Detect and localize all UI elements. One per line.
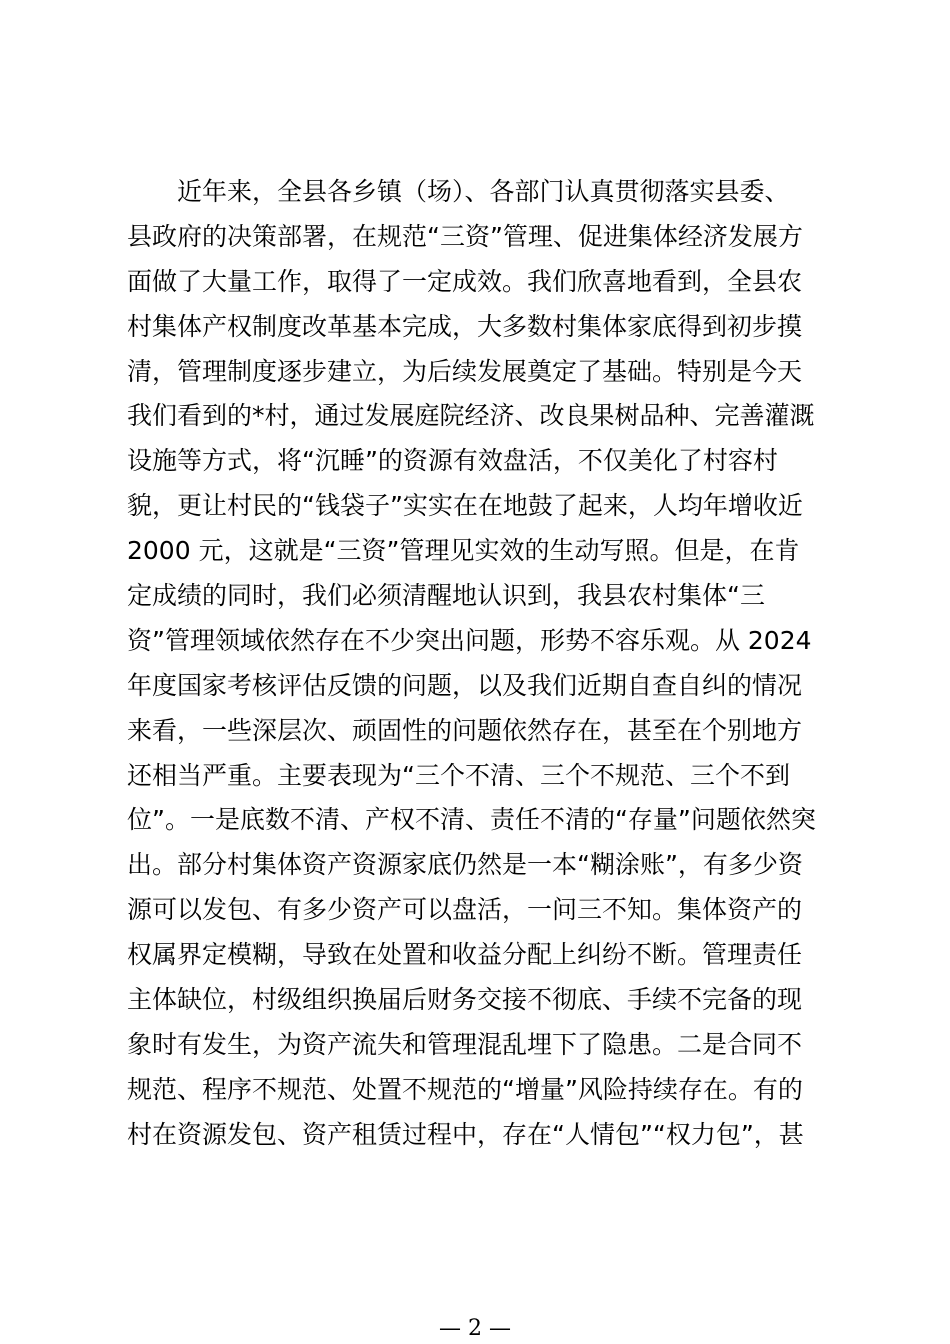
text-line: 村在资源发包、资产租赁过程中，存在“人情包”“权力包”，甚: [127, 1119, 804, 1149]
text-line: 主体缺位，村级组织换届后财务交接不彻底、手续不完备的现: [127, 985, 803, 1015]
page-number: — 2 —: [439, 1316, 511, 1341]
text-line: 我们看到的*村，通过发展庭院经济、改良果树品种、完善灌溉: [127, 401, 815, 431]
text-line: 2000 元，这就是“三资”管理见实效的生动写照。但是，在肯: [127, 536, 800, 566]
text-line: 权属界定模糊，导致在处置和收益分配上纠纷不断。管理责任: [127, 940, 803, 970]
text-line: 设施等方式，将“沉睡”的资源有效盘活，不仅美化了村容村: [127, 446, 778, 476]
body-paragraph: [127, 170, 837, 1158]
text-line: 貌，更让村民的“钱袋子”实实在在地鼓了起来，人均年增收近: [127, 491, 803, 521]
text-line: 源可以发包、有多少资产可以盘活，一问三不知。集体资产的: [127, 895, 803, 925]
text-line: 村集体产权制度改革基本完成，大多数村集体家底得到初步摸: [127, 311, 803, 341]
text-line: 象时有发生，为资产流失和管理混乱埋下了隐患。二是合同不: [127, 1029, 803, 1059]
text-line: 清，管理制度逐步建立，为后续发展奠定了基础。特别是今天: [127, 356, 803, 386]
text-line: 还相当严重。主要表现为“三个不清、三个不规范、三个不到: [127, 760, 790, 790]
text-line: 位”。一是底数不清、产权不清、责任不清的“存量”问题依然突: [127, 805, 816, 835]
text-line: 规范、程序不规范、处置不规范的“增量”风险持续存在。有的: [127, 1074, 803, 1104]
text-line: 年度国家考核评估反馈的问题，以及我们近期自查自纠的情况: [127, 670, 803, 700]
text-line: 资”管理领域依然存在不少突出问题，形势不容乐观。从 2024: [127, 625, 812, 655]
text-line: 县政府的决策部署，在规范“三资”管理、促进集体经济发展方: [127, 221, 803, 251]
text-line: 来看，一些深层次、顽固性的问题依然存在，甚至在个别地方: [127, 715, 803, 745]
text-line: 面做了大量工作，取得了一定成效。我们欣喜地看到，全县农: [127, 266, 803, 296]
text-line: 出。部分村集体资产资源家底仍然是一本“糊涂账”，有多少资: [127, 850, 803, 880]
text-line: 定成绩的同时，我们必须清醒地认识到，我县农村集体“三: [127, 581, 765, 611]
text-line: 近年来，全县各乡镇（场）、各部门认真贯彻落实县委、: [177, 177, 790, 206]
